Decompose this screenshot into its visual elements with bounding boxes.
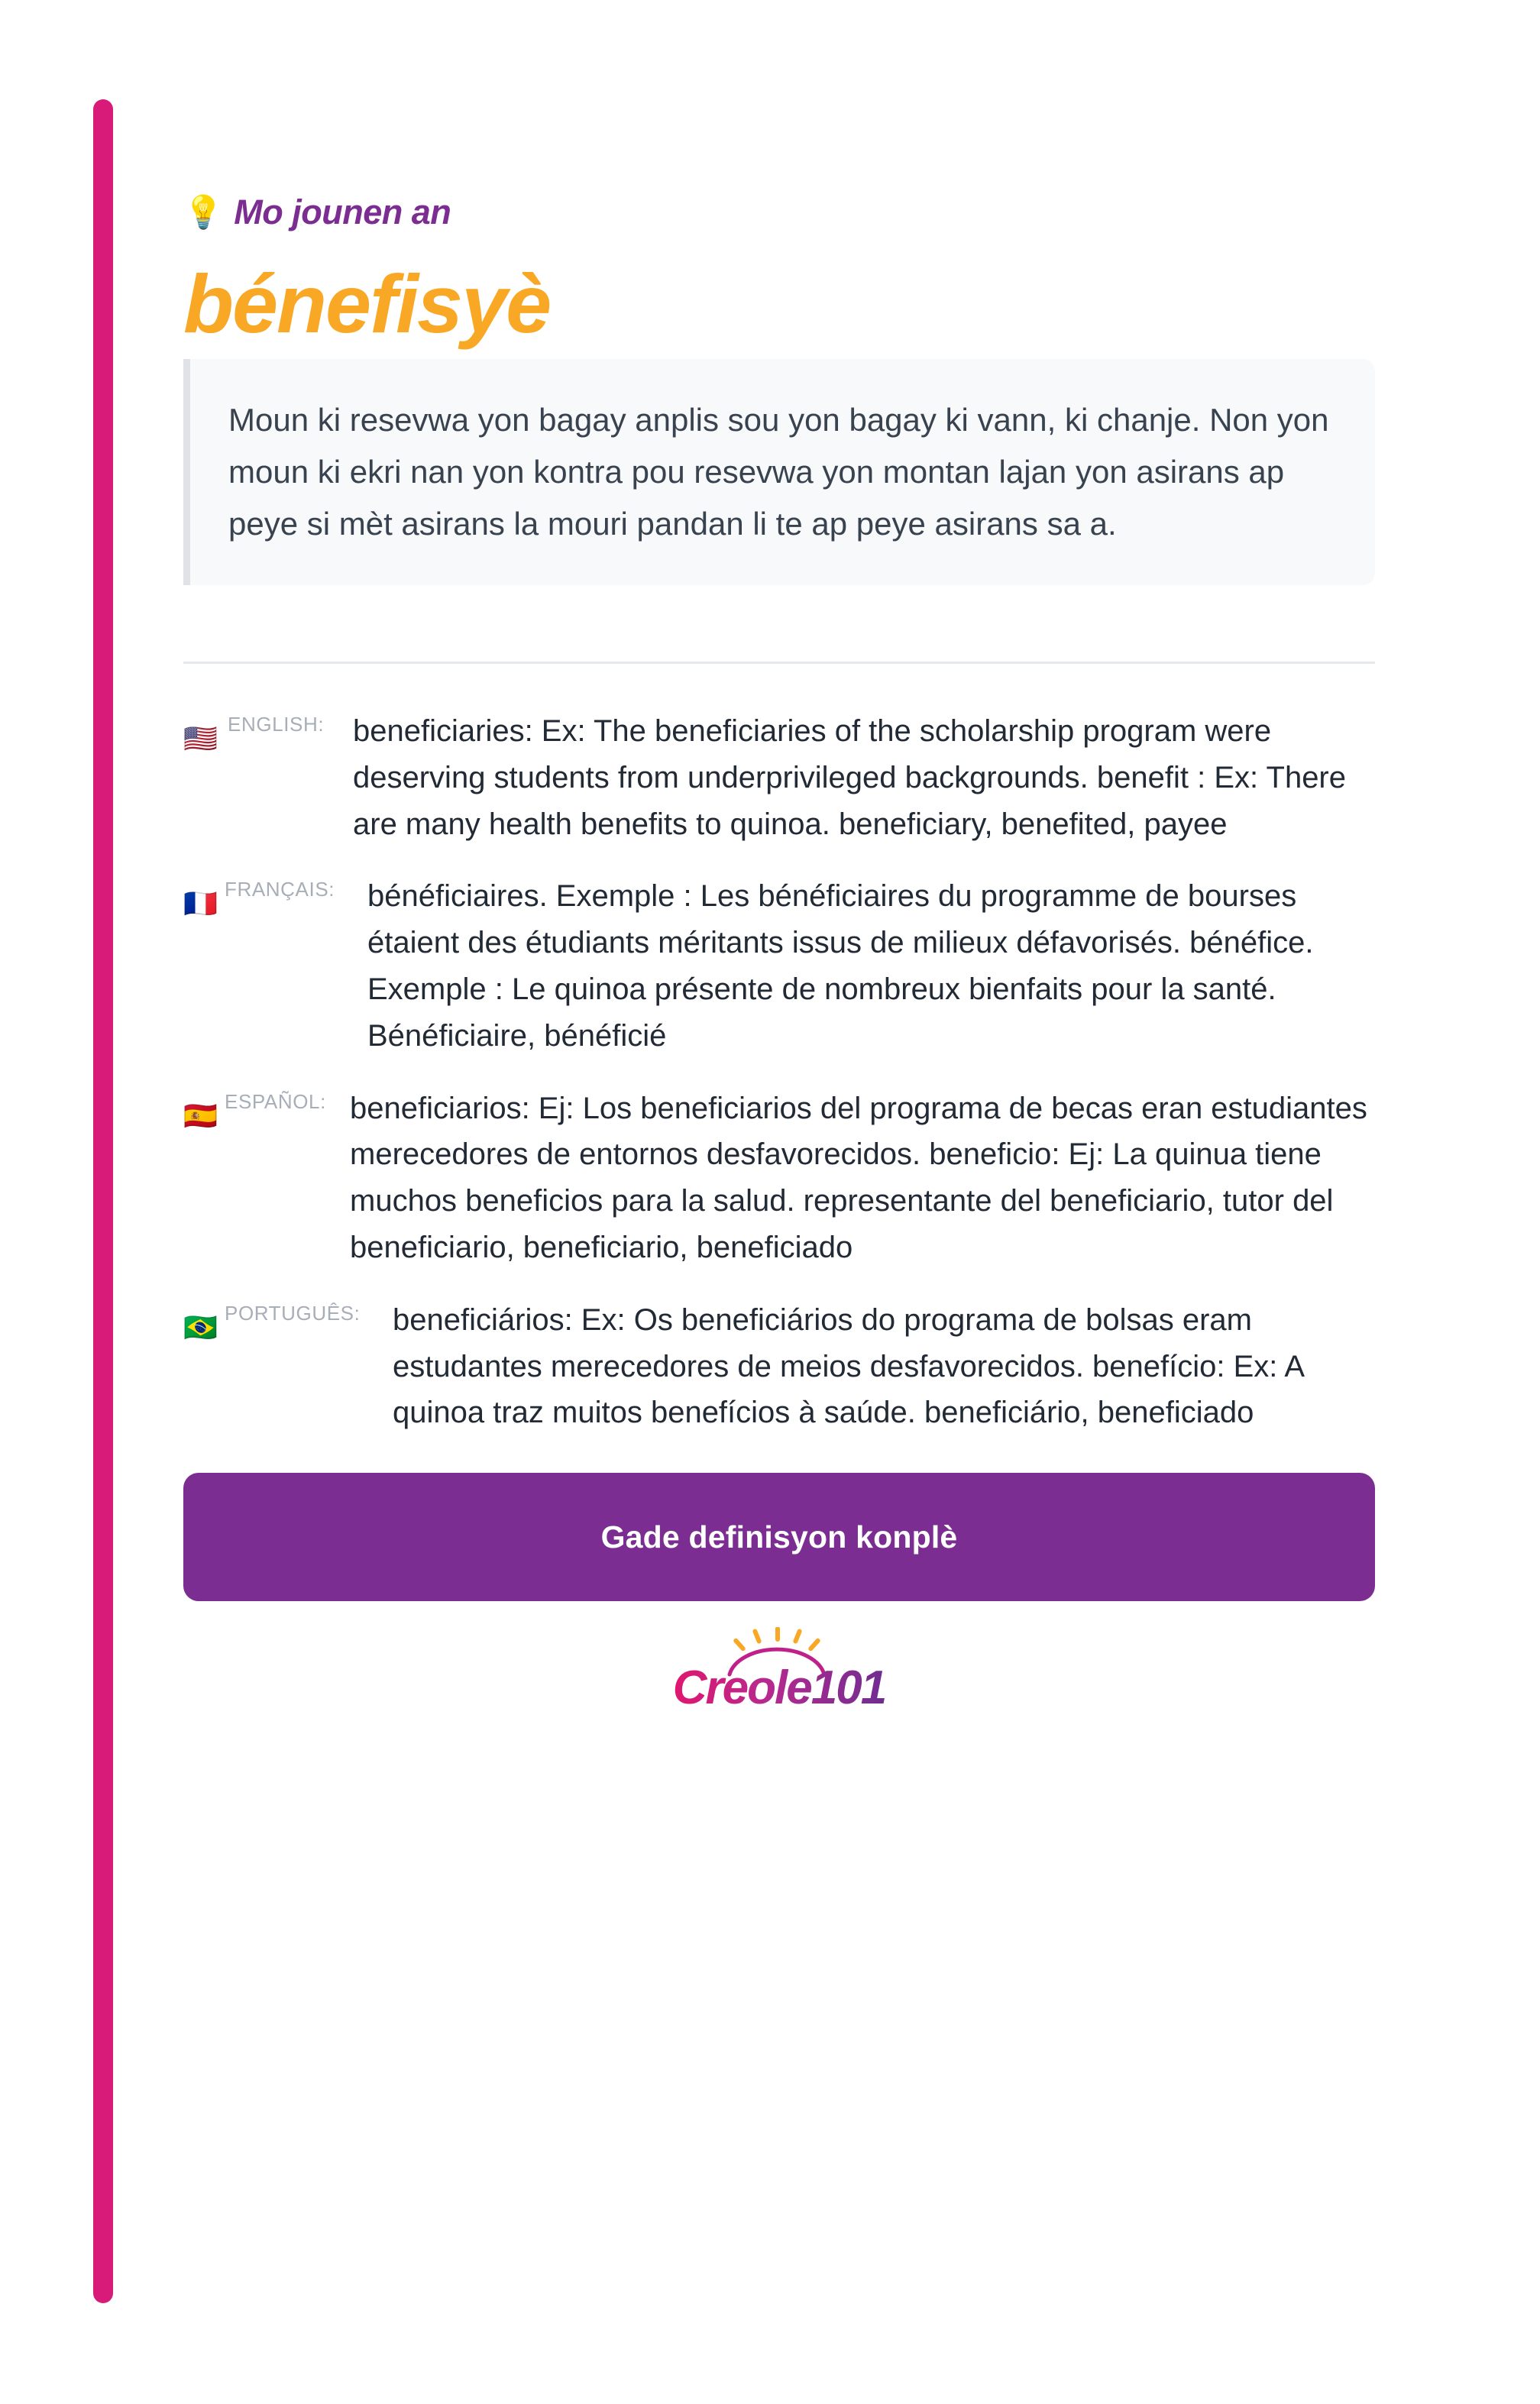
eyebrow — [183, 189, 1387, 235]
translation-row-portuguese — [183, 1297, 1387, 1436]
word-of-the-day-card — [183, 0, 1387, 1711]
language-label-french: FRANÇAIS: — [225, 878, 335, 901]
translation-text-french: bénéficiaires. Exemple : Les bénéficiaires du programme de bourses étaient des étudiants méritants issus de milieux défavorisés. bénéfice. Exemple : Le quinoa présente de nombreux bienfaits pour la santé. Bénéficiaire, bénéficié — [367, 879, 1314, 1053]
cta-container — [183, 1473, 1387, 1601]
logo-wordmark: Creole101 — [672, 1661, 886, 1712]
translation-row-english — [183, 708, 1387, 847]
creole101-logo-icon — [653, 1627, 905, 1711]
flag-spain-icon: 🇪🇸 — [183, 1099, 218, 1131]
flag-france-icon: 🇫🇷 — [183, 888, 218, 920]
view-full-definition-button[interactable]: Gade definisyon konplè — [183, 1473, 1375, 1601]
definition-box — [183, 359, 1375, 585]
definition-text: Moun ki resevwa yon bagay anplis sou yon bagay ki vann, ki chanje. Non yon moun ki ekri nan yon kontra pou resevwa yon montan lajan yon asirans ap peye si mèt asirans la mouri pandan li te ap peye asirans sa a. — [228, 402, 1329, 542]
translation-text-spanish: beneficiarios: Ej: Los beneficiarios del programa de becas eran estudiantes merecedores de entornos desfavorecidos. beneficio: Ej: La quinua tiene muchos beneficios para la salud. representante del beneficiario, tutor del beneficiario, beneficiario, beneficiado — [350, 1091, 1367, 1265]
lightbulb-icon: 💡 — [183, 194, 224, 230]
language-label-english: ENGLISH: — [228, 713, 325, 736]
flag-brazil-icon: 🇧🇷 — [183, 1311, 218, 1343]
headword: bénefisyè — [183, 257, 551, 350]
eyebrow-label: Mo jounen an — [234, 193, 451, 231]
language-label-portuguese: PORTUGUÊS: — [225, 1301, 361, 1325]
brand-logo — [183, 1627, 1375, 1711]
translation-row-spanish — [183, 1086, 1387, 1271]
translation-text-english: beneficiaries: Ex: The beneficiaries of the scholarship program were deserving students from underprivileged backgrounds. benefit : Ex: There are many health benefits to quinoa. beneficiary, benefited, payee — [353, 714, 1346, 841]
flag-united-states-icon: 🇺🇸 — [183, 723, 218, 755]
section-divider — [183, 662, 1375, 664]
translation-text-portuguese: beneficiários: Ex: Os beneficiários do programa de bolsas eram estudantes merecedores de meios desfavorecidos. benefício: Ex: A quinoa traz muitos benefícios à saúde. beneficiário, beneficiado — [393, 1302, 1303, 1430]
language-label-spanish: ESPAÑOL: — [225, 1089, 326, 1113]
translations-list — [183, 708, 1387, 1436]
left-accent-bar — [93, 99, 113, 2303]
translation-row-french — [183, 873, 1387, 1059]
